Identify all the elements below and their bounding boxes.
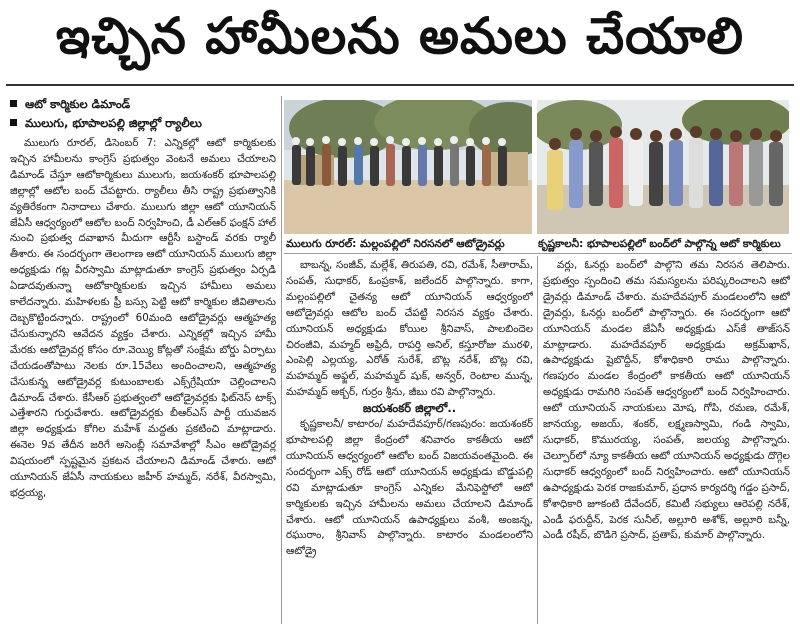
bullet-list bbox=[10, 96, 278, 134]
bullet-text: ములుగు, భూపాలపల్లి జిల్లాల్లో ర్యాలీలు bbox=[25, 116, 202, 130]
bullet-item bbox=[10, 115, 278, 131]
caption-rule bbox=[284, 253, 792, 254]
photo-bandh-auto-workers bbox=[537, 100, 789, 234]
article-column-2 bbox=[286, 258, 533, 624]
bullet-square-icon bbox=[10, 100, 17, 107]
headline-rule bbox=[6, 84, 794, 86]
photo-caption-left: ములుగు రూరల్: మల్లంపల్లిలో నిరసనలో ఆటోడ్రైవర్లు bbox=[286, 238, 505, 250]
article-column-3 bbox=[543, 258, 790, 624]
photo-auto-drivers-protest bbox=[284, 100, 532, 234]
bullet-text: ఆటో కార్మికుల డిమాండ్ bbox=[25, 97, 131, 111]
column-divider bbox=[537, 256, 538, 624]
article-paragraph: కృష్ణకాలనీ/ కాటారం/ మహదేవపూర్/గణపురం: జయశంకర్ భూపాలపల్లి జిల్లా కేంద్రంలో శనివారం కాకతీయ ఆటో యూనియన్ ఆధ్వర్యంలో ఆటోల బంద్ విజయవంతమైంది. ఈ సందర్భంగా ఎక్స్ రోడ్ ఆటో యూనియన్ అధ్యక్షుడు బొడ్డుపల్లి రవి మాట్లాడుతూ కాంగ్రెస్ ఎన్నికల మేనిఫెస్టోలో ఆటో కార్మికులకు ఇచ్చిన హామీలను అమలు చేయాలని డిమాండ్ చేశారు. ఆటో యూనియన్ ఉపాధ్యక్షులు వంశీ, అంజన్న, రఘురాం, శ్రీనివాస్ పాల్గొన్నారు. కాటారం మండలంలోని ఆటోడ్రై bbox=[286, 418, 533, 558]
column-divider bbox=[281, 96, 282, 624]
article-paragraph: ములుగు రూరల్, డిసెంబర్ 7: ఎన్నికల్లో ఆటో కార్మికులకు ఇచ్చిన హామీలను కాంగ్రెస్ ప్రభుత్వం వెంటనే అమలు చేయాలని డిమాండ్ చేస్తూ ఆటోకార్మికులు ములుగు, జయశంకర్ భూపాలపల్లి జిల్లాల్లో ఆటోల బంద్ చేపట్టారు. ర్యాలీలు తీసి రాష్ట్ర ప్రభుత్వానికి వ్యతిరేకంగా నినాదాలు చేశారు. ములుగు జిల్లా ఆటో యూనియన్ జేఏసీ ఆధ్వర్యంలో ఆటోల బంద్ నిర్వహించి, డీ ఎల్‌ఆర్ ఫంక్షన్ హాల్ నుంచి ప్రభుత్వ దవాఖాన మీదుగా ఆర్టీసీ బస్టాండ్ వరకు ర్యాలీ తీశారు. ఈ సందర్భంగా తెలంగాణ ఆటో యూనియన్ ములుగు జిల్లా అధ్యక్షుడు గట్ల వీరస్వామి మాట్లాడుతూ కాంగ్రెస్ ప్రభుత్వం ఏర్పడి ఏడాదవుతున్నా ఆటోకార్మికులకు ఇచ్చిన హామీలు అమలు కాలేదన్నారు. మహిళలకు ఫ్రీ బస్సు పెట్టి ఆటో కార్మికుల జీవితాలను దెబ్బకొట్టిందన్నారు. రాష్ట్రంలో 60మంది ఆటోడ్రైవర్లు ఆత్మహత్య చేసుకున్నారని ఆవేదన వ్యక్తం చేశారు. ఎన్నికల్లో ఇచ్చిన హామీ మేరకు ఆటోడ్రైవర్ల కోసం రూ.వెయ్యి కోట్లతో సంక్షేమ బోర్డు ఏర్పాటు చేయడంతోపాటు నెలకు రూ.15వేలు అందించాలని, ఆత్మహత్య చేసుకున్న ఆటోడ్రైవర్ల కుటుంబాలకు ఎక్స్‌గ్రేషియా చెల్లించాలని డిమాండ్ చేశారు. కేసీఆర్ ప్రభుత్వంలో ఆటోడ్రైవర్లకు ఫిట్‌నెస్ టాక్స్ ఎత్తేశారని గుర్తుచేశారు. ఆటోడ్రైవర్లకు బీఆర్‌ఎస్ పార్టీ యువజన జిల్లా అధ్యక్షుడు కోగిల మహేశ్ మద్దతు ప్రకటించి మాట్లాడారు. ఈనెల 9వ తేదీన జరిగే అసెంబ్లీ సమావేశాల్లో సీఎం ఆటోడ్రైవర్ల విషయంలో స్పష్టమైన ప్రకటన చేయాలని డిమాండ్ చేశారు. ఆటో యూనియన్ జేఏసీ నాయకులు జహీర్ హమ్మద్, నరేశ్, వీరస్వామి, భద్రయ్య, bbox=[10, 137, 276, 499]
article-paragraph: వర్లు, ఓనర్లు బంద్‌లో పాల్గొని తమ నిరసన తెలిపారు. ప్రభుత్వం స్పందించి తమ సమస్యలను పరిష్కరించాలని ఆటో డ్రైవర్లు డిమాండ్ చేశారు. మహదేవపూర్ మండలంలోని ఆటో డ్రైవర్లు, ఓనర్లు బంద్‌లో పాల్గొన్నారు. ఈ సందర్భంగా ఆటో యూనియన్ మండల జేఏసీ అధ్యక్షుడు ఎస్‌కే తాజ్‌సన్ మాట్లాడారు. మహదేవపూర్ అధ్యక్షుడు అక్రమ్‌ఖాన్, ఉపాధ్యక్షుడు షైబొద్దీన్, కోశాధికారి రాము పాల్గొన్నారు. గణపురం మండల కేంద్రంలో కాకతీయ ఆటో యూనియన్ అధ్యక్షుడు రామగిరి సంపత్ ఆధ్వర్యంలో బంద్ నిర్వహించారు. ఆటో యూనియన్ నాయకులు మోష, గోపి, రమణ, రమేశ్, జానయ్య, అజయ్, శంకర్, లక్ష్మణస్వామి, గండి స్వామి, సుధాకర్, కొమురయ్య, సంపత్, జలయ్య పాల్గొన్నారు. చెల్పూర్‌లో న్యూ కాకతీయ ఆటో యూనియన్ అధ్యక్షుడు దొగ్గెల సుధాకర్ ఆధ్వర్యంలో బంద్ నిర్వహించారు. ఆటో యూనియన్ ఉపాధ్యక్షుడు పెరక రాజకుమార్, ప్రధాన కార్యదర్శి గడ్డం ప్రసాద్, కోశాధికారి జూకంటి దేవేందర్, కమిటీ సభ్యులు ఆరెపల్లి నరేశ్, ఎండీ ఫరుద్దీన్, పెరక సునీల్, అల్లూరి అశోక్, అల్లూరి బన్నీ, ఎండీ రషీద్, బొడిగె ప్రసాద్, ప్రతాప్, కుమార్ పాల్గొన్నారు. bbox=[543, 259, 790, 542]
photo-caption-right: కృష్ణకాలనీ: భూపాలపల్లిలో బంద్‌లో పాల్గొన్న ఆటో కార్మికులు bbox=[538, 238, 781, 250]
headline: ఇచ్చిన హామీలను అమలు చేయాలి bbox=[55, 6, 745, 65]
section-subhead: జయశంకర్ జిల్లాలో.. bbox=[362, 401, 457, 416]
article-column-1 bbox=[10, 136, 276, 624]
bullet-item bbox=[10, 96, 278, 112]
bullet-square-icon bbox=[10, 119, 17, 126]
article-paragraph: బాబన్న, సంజీవ్, మల్లేశ్, తిరుపతి, రవి, రమేశ్, సీతారామ్, సంపత్, సుధాకర్, ఓంప్రకాశ్, జలేందర్ పాల్గొన్నారు. కాగా, మల్లంపల్లిలో చైతన్య ఆటో యూనియన్ ఆధ్వర్యంలో ఆటోడ్రైవర్లు ఆటోల బంద్ చేపట్టి నిరసన వ్యక్తం చేశారు. యూనియన్ అధ్యక్షుడు కోయిల శ్రీనివాస్, పాలబిందెల చిరంజీవి, మహ్మద్ అఫ్రిదీ, రాపర్తి అనిల్, కస్తూరోజు మురళి, ఎంపెల్లి ఎల్లయ్య, ఎరోత్ సురేశ్, బొట్ల నరేశ్, బొట్ల రవి, మహమ్మద్ అఫ్జల్, మహమ్మద్ షుక్, అన్వర్, రెంటాల మున్న, మహమ్మద్ అక్బర్, గుర్రం శ్రీను, జీబు రవి పాల్గొన్నారు. bbox=[286, 259, 533, 399]
